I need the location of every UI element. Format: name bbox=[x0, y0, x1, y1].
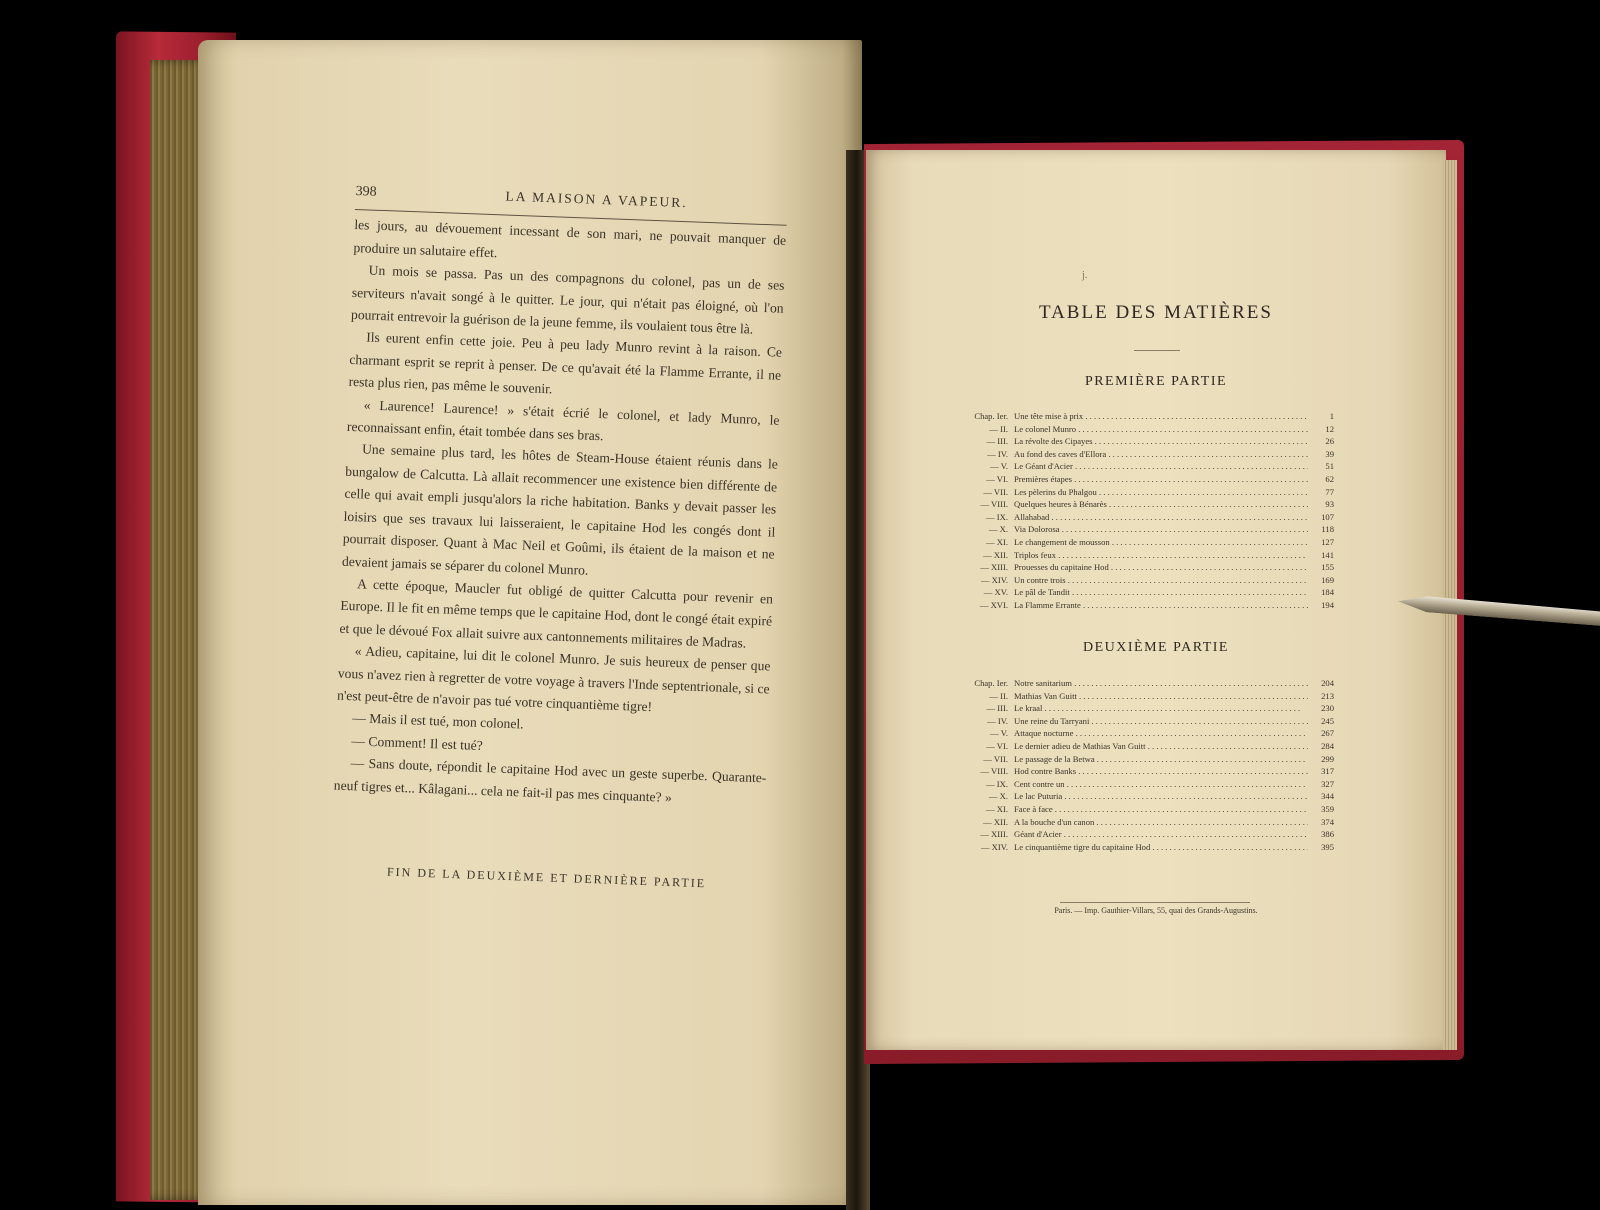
toc-chapter-title: Attaque nocturne . . . bbox=[1014, 727, 1308, 740]
toc-page-number: 344 bbox=[1321, 791, 1334, 802]
toc-entry bbox=[962, 448, 1334, 461]
toc-chapter-title: Une reine du Tarryani . . . bbox=[1014, 715, 1308, 728]
toc-entry bbox=[962, 702, 1334, 715]
toc-entry bbox=[962, 423, 1334, 436]
toc-chapter-number: Chap. Ier. bbox=[974, 678, 1008, 688]
toc-chapter-number: — XIV. bbox=[980, 574, 1008, 585]
toc-chapter-title: Les pèlerins du Phalgou . . . bbox=[1014, 486, 1308, 499]
toc-page-number: 107 bbox=[1321, 511, 1334, 522]
toc-entry bbox=[962, 816, 1334, 829]
toc-chapter-number: — XII. bbox=[983, 549, 1008, 560]
toc-entry bbox=[962, 574, 1334, 587]
toc-page-number: 12 bbox=[1325, 423, 1334, 434]
toc-entry bbox=[962, 435, 1334, 448]
toc-page-number: 213 bbox=[1321, 690, 1334, 701]
toc-chapter-number: — IX. bbox=[986, 511, 1008, 522]
toc-chapter-title: Le kraal . . . bbox=[1014, 702, 1308, 715]
paragraph: « Laurence! Laurence! » s'était écrié le colonel, et lady Munro, le reconnaissant enfin, était tombée dans ses bras. bbox=[346, 397, 780, 444]
toc-entry bbox=[962, 778, 1334, 791]
toc-entry bbox=[962, 410, 1334, 423]
toc-chapter-number: — IX. bbox=[986, 778, 1008, 789]
toc-entry bbox=[962, 498, 1334, 511]
toc-chapter-number: — VIII. bbox=[980, 499, 1008, 510]
toc-entry bbox=[962, 740, 1334, 753]
pencil-mark: j. bbox=[1082, 270, 1088, 281]
toc-chapter-number: — X. bbox=[988, 791, 1008, 802]
toc-entry bbox=[962, 486, 1334, 499]
toc-page-number: 1 bbox=[1329, 411, 1334, 421]
paragraph: « Adieu, capitaine, lui dit le colonel Munro. Je suis heureux de penser que vous n'avez rien à regretter de votre voyage à travers l'Inde septentrionale, si ce n'est peut-être de n'avoir pas tué votre cinquantième tigre! bbox=[336, 643, 771, 715]
toc-chapter-title: Via Dolorosa . . . bbox=[1014, 523, 1308, 536]
toc-page-number: 284 bbox=[1321, 740, 1334, 751]
toc-page-number: 77 bbox=[1325, 486, 1334, 497]
toc-chapter-number: — IV. bbox=[987, 715, 1008, 726]
toc-chapter-title: Le dernier adieu de Mathias Van Guitt . . . bbox=[1014, 740, 1308, 753]
toc-chapter-title: Géant d'Acier . . . bbox=[1014, 828, 1308, 841]
toc-page-number: 194 bbox=[1321, 599, 1334, 610]
toc-page-number: 118 bbox=[1321, 524, 1334, 535]
toc-page-number: 299 bbox=[1321, 753, 1334, 764]
toc-entry bbox=[962, 803, 1334, 816]
toc-chapter-title: Notre sanitarium . . . bbox=[1014, 677, 1308, 690]
toc-chapter-number: — XII. bbox=[983, 816, 1008, 827]
toc-chapter-title: Quelques heures à Bénarès . . . bbox=[1014, 498, 1308, 511]
toc-chapter-title: Mathias Van Guitt . . . bbox=[1014, 690, 1308, 703]
part-title-2: DEUXIÈME PARTIE bbox=[1083, 640, 1229, 655]
printer-imprint: Paris. — Imp. Gauthier-Villars, 55, quai des Grands-Augustins. bbox=[1054, 906, 1258, 915]
paragraph: Une semaine plus tard, les hôtes de Steam-House étaient réunis dans le bungalow de Calcutta. Là allait recommencer une existence bien différente de celle qui avait empli jusqu'alors la riche habitation. Banks y devait passer les loisirs que ses travaux lui laisseraient, le capitaine Hod les congés dont il pourrait disposer. Quant à Mac Neil et Goûmi, ils étaient de la maison et ne devaient jamais se séparer du colonel Munro. bbox=[341, 441, 779, 578]
toc-chapter-number: — VI. bbox=[986, 740, 1008, 751]
toc-page-number: 230 bbox=[1321, 703, 1334, 714]
title-rule bbox=[1134, 350, 1180, 351]
toc-entry bbox=[962, 599, 1334, 612]
toc-entry bbox=[962, 586, 1334, 599]
toc-chapter-title: Au fond des caves d'Ellora . . . bbox=[1014, 448, 1308, 461]
toc-chapter-title: Une tête mise à prix . . . bbox=[1014, 410, 1308, 423]
left-page-text bbox=[330, 180, 787, 897]
toc-entry bbox=[962, 790, 1334, 803]
toc-chapter-number: — III. bbox=[986, 436, 1008, 447]
toc-chapter-title: La révolte des Cipayes . . . bbox=[1014, 435, 1308, 448]
toc-chapter-number: — II. bbox=[989, 690, 1008, 701]
toc-page-number: 155 bbox=[1321, 562, 1334, 573]
paragraph: — Comment! Il est tué? bbox=[351, 732, 484, 753]
toc-page-number: 51 bbox=[1325, 461, 1334, 472]
toc-page-number: 169 bbox=[1321, 574, 1334, 585]
toc-entry bbox=[962, 677, 1334, 690]
toc-chapter-number: — V. bbox=[990, 461, 1008, 472]
toc-entry bbox=[962, 841, 1334, 854]
toc-chapter-title: Le lac Puturia . . . bbox=[1014, 790, 1308, 803]
paragraph: les jours, au dévouement incessant de son mari, ne pouvait manquer de produire un salutaire effet. bbox=[353, 217, 787, 261]
toc-chapter-number: — VII. bbox=[983, 753, 1008, 764]
toc-chapter-number: — III. bbox=[986, 703, 1008, 714]
toc-page-number: 127 bbox=[1321, 536, 1334, 547]
part-title-1: PREMIÈRE PARTIE bbox=[1084, 374, 1228, 389]
toc-page-number: 93 bbox=[1325, 499, 1334, 510]
paragraph: — Mais il est tué, mon colonel. bbox=[352, 710, 524, 732]
toc-chapter-title: Cent contre un . . . bbox=[1014, 778, 1308, 791]
toc-part-2 bbox=[962, 677, 1334, 853]
toc-page-number: 141 bbox=[1321, 549, 1334, 560]
toc-chapter-number: — V. bbox=[990, 728, 1008, 739]
paragraph-list bbox=[333, 214, 786, 812]
toc-page-number: 184 bbox=[1321, 587, 1334, 598]
end-note: FIN DE LA DEUXIÈME ET DERNIÈRE PARTIE bbox=[386, 864, 707, 891]
toc-chapter-number: — XI. bbox=[986, 536, 1008, 547]
toc-entry bbox=[962, 473, 1334, 486]
toc-chapter-title: La Flamme Errante . . . bbox=[1014, 599, 1308, 612]
toc-page-number: 267 bbox=[1321, 728, 1334, 739]
toc-chapter-number: — XI. bbox=[986, 803, 1008, 814]
toc-entry bbox=[962, 765, 1334, 778]
toc-chapter-title: Le changement de mousson . . . bbox=[1014, 536, 1308, 549]
toc-chapter-number: — IV. bbox=[987, 448, 1008, 459]
toc-chapter-title: Le colonel Munro . . . bbox=[1014, 423, 1308, 436]
toc-entry bbox=[962, 511, 1334, 524]
toc-chapter-number: — XIV. bbox=[980, 841, 1008, 852]
toc-entry bbox=[962, 690, 1334, 703]
toc-chapter-title: Un contre trois . . . bbox=[1014, 574, 1308, 587]
toc-page-number: 62 bbox=[1325, 473, 1334, 484]
toc-entry bbox=[962, 828, 1334, 841]
toc-chapter-number: — II. bbox=[989, 423, 1008, 434]
toc-entry bbox=[962, 549, 1334, 562]
toc-entry bbox=[962, 727, 1334, 740]
toc-page-number: 359 bbox=[1321, 803, 1334, 814]
toc-chapter-title: Triplos feux . . . bbox=[1014, 549, 1308, 562]
toc-title: TABLE DES MATIÈRES bbox=[1039, 302, 1273, 323]
page-number: 398 bbox=[355, 183, 377, 200]
toc-page-number: 26 bbox=[1325, 436, 1334, 447]
toc-chapter-title: A la bouche d'un canon . . . bbox=[1014, 816, 1308, 829]
toc-entry bbox=[962, 561, 1334, 574]
toc-chapter-number: — XIII. bbox=[980, 829, 1008, 840]
toc-entry bbox=[962, 715, 1334, 728]
toc-chapter-title: Le passage de la Betwa . . . bbox=[1014, 753, 1308, 766]
paragraph: A cette époque, Maucler fut obligé de quitter Calcutta pour revenir en Europe. Il le fit en même temps que le capitaine Hod, dont le congé était expiré et que le dévoué Fox allait suivre aux cantonnements militaires de Madras. bbox=[339, 576, 774, 651]
toc-chapter-title: Allahabad . . . bbox=[1014, 511, 1308, 524]
paragraph: — Sans doute, répondit le capitaine Hod avec un geste superbe. Quarante-neuf tigres et... Kâlagani... cela ne fait-il pas mes cinquante? » bbox=[333, 755, 767, 805]
toc-chapter-number: — XVI. bbox=[979, 599, 1008, 610]
toc-entry bbox=[962, 536, 1334, 549]
toc-chapter-title: Prouesses du capitaine Hod . . . bbox=[1014, 561, 1308, 574]
toc-page-number: 374 bbox=[1321, 816, 1334, 827]
toc-chapter-title: Le Géant d'Acier . . . bbox=[1014, 460, 1308, 473]
imprint-rule bbox=[1060, 902, 1250, 903]
toc-chapter-number: — XV. bbox=[983, 587, 1008, 598]
paragraph: Ils eurent enfin cette joie. Peu à peu lady Munro revint à la raison. Ce charmant esprit se reprit à penser. De ce qu'avait été la Flamme Errante, il ne resta plus rien, pas même le souvenir. bbox=[348, 329, 783, 397]
toc-chapter-title: Le cinquantième tigre du capitaine Hod . . . bbox=[1014, 841, 1308, 854]
toc-entry bbox=[962, 753, 1334, 766]
toc-page-number: 204 bbox=[1321, 678, 1334, 688]
toc-chapter-title: Face à face . . . bbox=[1014, 803, 1308, 816]
toc-chapter-number: — X. bbox=[988, 524, 1008, 535]
paragraph: Un mois se passa. Pas un des compagnons du colonel, pas un de ses serviteurs n'avait songé à le quitter. Le jour, qui n'était pas éloigné, où l'on pourrait entrevoir la guérison de la jeune femme, ils voulaient tous être là. bbox=[350, 262, 785, 337]
toc-page-number: 245 bbox=[1321, 715, 1334, 726]
toc-chapter-number: — VII. bbox=[983, 486, 1008, 497]
toc-chapter-number: — XIII. bbox=[980, 562, 1008, 573]
running-head-title: LA MAISON A VAPEUR. bbox=[505, 188, 688, 211]
toc-chapter-title: Hod contre Banks . . . bbox=[1014, 765, 1308, 778]
toc-entry bbox=[962, 460, 1334, 473]
toc-chapter-title: Premières étapes . . . bbox=[1014, 473, 1308, 486]
toc-chapter-title: Le pâl de Tandit . . . bbox=[1014, 586, 1308, 599]
toc-page-number: 395 bbox=[1321, 841, 1334, 852]
toc-chapter-number: — VI. bbox=[986, 473, 1008, 484]
toc-page-number: 327 bbox=[1321, 778, 1334, 789]
toc-page-number: 386 bbox=[1321, 829, 1334, 840]
toc-chapter-number: — VIII. bbox=[980, 766, 1008, 777]
toc-chapter-number: Chap. Ier. bbox=[974, 411, 1008, 421]
toc-part-1 bbox=[962, 410, 1334, 612]
toc-entry bbox=[962, 523, 1334, 536]
toc-page-number: 317 bbox=[1321, 766, 1334, 777]
toc-page-number: 39 bbox=[1325, 448, 1334, 459]
